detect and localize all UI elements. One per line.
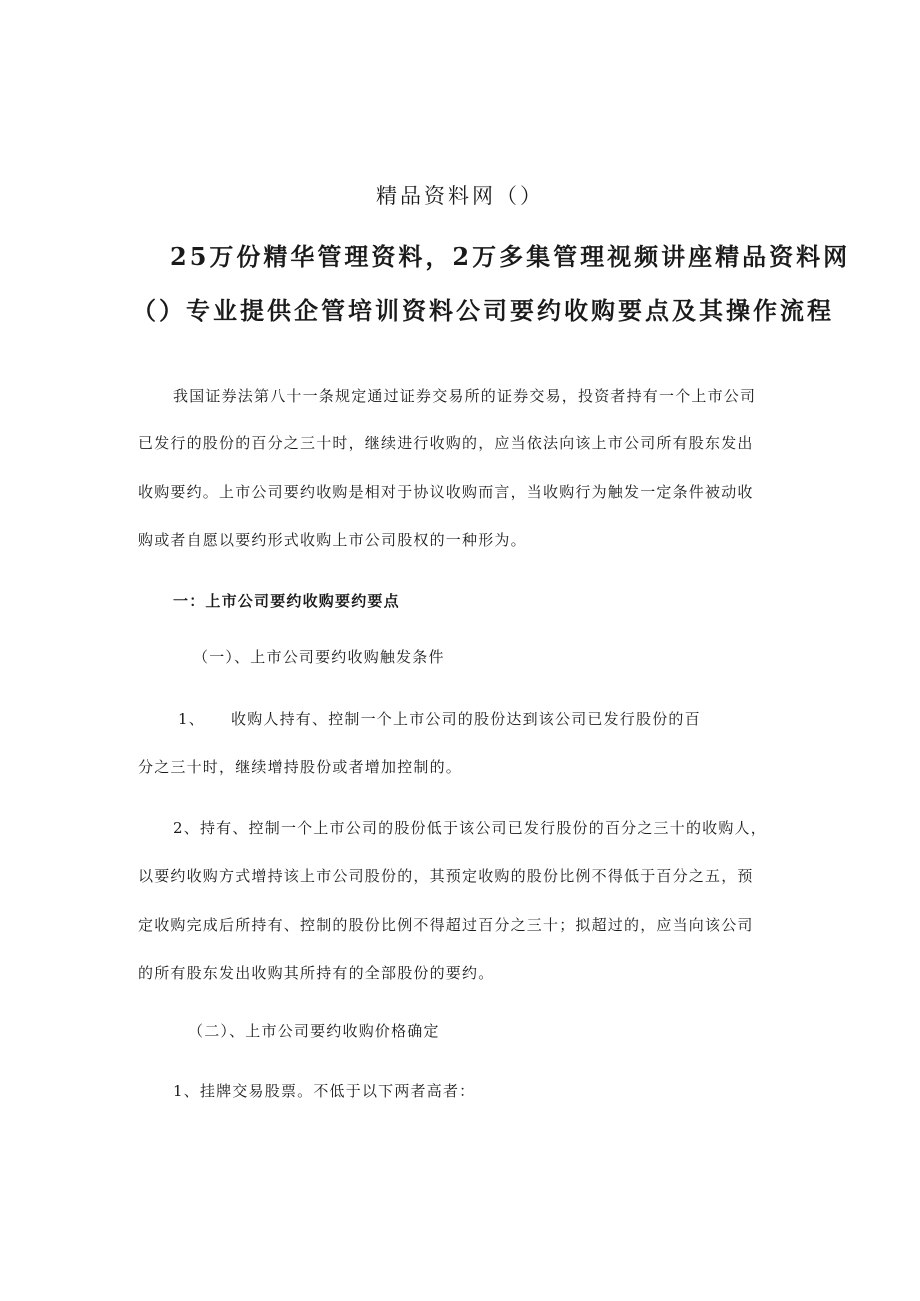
intro-line-1: 我国证券法第八十一条规定通过证券交易所的证券交易，投资者持有一个上市公司 — [173, 387, 757, 405]
item-1-line-2: 分之三十时，继续增持股份或者增加控制的。 — [138, 758, 463, 776]
item-3: 1、挂牌交易股票。不低于以下两者高者： — [173, 1082, 476, 1100]
item-1-number: 1、 — [178, 710, 205, 728]
intro-line-2: 已发行的股份的百分之三十时，继续进行收购的，应当依法向该上市公司所有股东发出 — [138, 434, 754, 452]
site-title: 精品资料网（） — [376, 184, 544, 208]
section-1-title: 一：上市公司要约收购要约要点 — [173, 592, 400, 610]
subsection-2-title: （二）、上市公司要约收购价格确定 — [188, 1022, 440, 1040]
subsection-1-title: （一）、上市公司要约收购触发条件 — [193, 648, 445, 666]
item-2-line-4: 的所有股东发出收购其所持有的全部股份的要约。 — [138, 964, 495, 982]
heading-line-2: （）专业提供企管培训资料公司要约收购要点及其操作流程 — [132, 296, 834, 325]
intro-line-3: 收购要约。上市公司要约收购是相对于协议收购而言，当收购行为触发一定条件被动收 — [138, 483, 754, 501]
item-1-line-1: 收购人持有、控制一个上市公司的股份达到该公司已发行股份的百 — [231, 710, 701, 728]
item-2-line-1: 2、持有、控制一个上市公司的股份低于该公司已发行股份的百分之三十的收购人， — [173, 819, 767, 837]
item-2-line-3: 定收购完成后所持有、控制的股份比例不得超过百分之三十；拟超过的，应当向该公司 — [138, 916, 754, 934]
intro-line-4: 购或者自愿以要约形式收购上市公司股权的一种形为。 — [138, 531, 527, 549]
item-2-line-2: 以要约收购方式增持该上市公司股份的，其预定收购的股份比例不得低于百分之五，预 — [138, 867, 754, 885]
heading-line-1: 25万份精华管理资料，2万多集管理视频讲座精品资料网 — [170, 242, 851, 271]
